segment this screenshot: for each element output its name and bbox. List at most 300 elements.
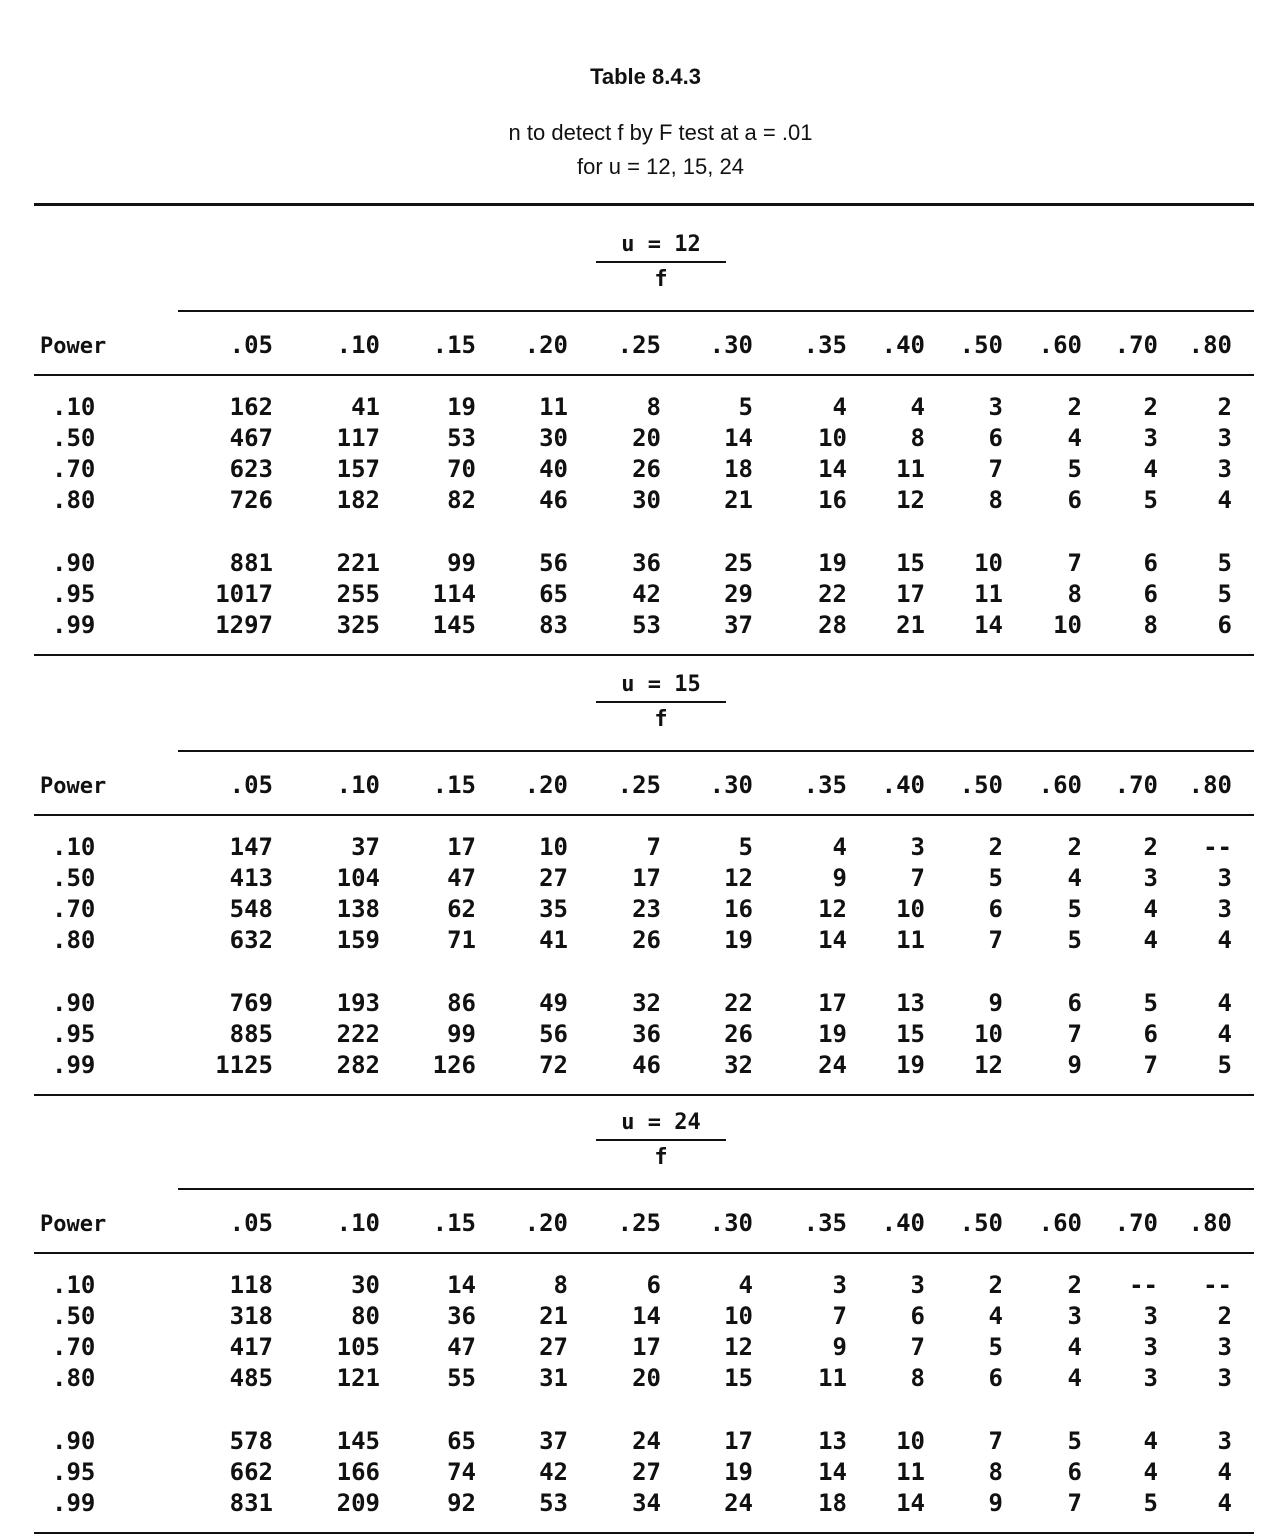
table-cell: 8	[910, 424, 925, 452]
column-header-f-15: .15	[432, 1209, 476, 1237]
table-cell: 27	[539, 864, 568, 892]
table-cell: 53	[447, 424, 476, 452]
section-u-label: u = 15	[596, 672, 726, 703]
column-header-top-rule	[178, 1188, 1254, 1190]
section-bottom-rule	[34, 654, 1254, 656]
table-cell: 3	[832, 1271, 847, 1299]
table-cell: 15	[724, 1364, 753, 1392]
table-cell: 24	[724, 1489, 753, 1517]
table-cell: 3	[1143, 1333, 1158, 1361]
table-cell: 4	[738, 1271, 753, 1299]
column-header-bottom-rule	[34, 1252, 1254, 1254]
power-column-header: Power	[40, 1212, 107, 1237]
table-cell: 5	[1143, 486, 1158, 514]
table-cell: 17	[632, 1333, 661, 1361]
table-cell: 55	[447, 1364, 476, 1392]
table-cell: 105	[336, 1333, 380, 1361]
table-cell: 5	[988, 864, 1003, 892]
table-cell: 1297	[215, 611, 273, 639]
table-cell: 42	[539, 1458, 568, 1486]
table-cell: 72	[539, 1051, 568, 1079]
table-cell: 19	[447, 393, 476, 421]
table-cell: 769	[229, 989, 273, 1017]
table-cell: 222	[336, 1020, 380, 1048]
table-cell: 126	[432, 1051, 476, 1079]
table-cell: 3	[1067, 1302, 1082, 1330]
table-subtitle-line2: for u = 12, 15, 24	[577, 154, 744, 179]
table-cell: 3	[1143, 864, 1158, 892]
column-header-f-35: .35	[803, 1209, 847, 1237]
table-cell: 99	[447, 1020, 476, 1048]
table-title: Table 8.4.3	[590, 64, 701, 89]
column-header-f-40: .40	[881, 771, 925, 799]
table-cell: 4	[1217, 989, 1232, 1017]
table-cell: 2	[1067, 1271, 1082, 1299]
table-cell: 4	[988, 1302, 1003, 1330]
table-cell: 193	[336, 989, 380, 1017]
table-cell: 46	[632, 1051, 661, 1079]
table-cell: 4	[832, 393, 847, 421]
table-cell: 13	[896, 989, 925, 1017]
table-cell: 881	[229, 549, 273, 577]
table-cell: 12	[724, 1333, 753, 1361]
table-cell: 413	[229, 864, 273, 892]
table-cell: 18	[724, 455, 753, 483]
table-cell: 26	[632, 926, 661, 954]
table-cell: 3	[910, 833, 925, 861]
table-cell: 36	[632, 549, 661, 577]
table-cell: 7	[832, 1302, 847, 1330]
power-row-label: .50	[52, 864, 96, 892]
table-cell: 3	[1217, 1333, 1232, 1361]
table-cell: 4	[1067, 424, 1082, 452]
table-cell: 1017	[215, 580, 273, 608]
table-cell: 17	[632, 864, 661, 892]
table-cell: 7	[1067, 549, 1082, 577]
table-cell: 12	[896, 486, 925, 514]
table-cell: 6	[1067, 989, 1082, 1017]
power-row-label: .80	[52, 486, 96, 514]
table-cell: 21	[724, 486, 753, 514]
table-cell: 6	[988, 1364, 1003, 1392]
power-row-label: .70	[52, 895, 96, 923]
table-cell: 6	[1143, 549, 1158, 577]
table-cell: 36	[632, 1020, 661, 1048]
table-cell: 17	[447, 833, 476, 861]
table-cell: 2	[1217, 393, 1232, 421]
section-f-label: f	[654, 1145, 668, 1170]
column-header-f-70: .70	[1114, 331, 1158, 359]
table-cell: 3	[1143, 1302, 1158, 1330]
column-header-f-50: .50	[959, 1209, 1003, 1237]
table-cell: 166	[336, 1458, 380, 1486]
table-cell: 7	[988, 455, 1003, 483]
column-header-f-05: .05	[229, 1209, 273, 1237]
table-cell: 145	[336, 1427, 380, 1455]
table-cell: 2	[1067, 393, 1082, 421]
column-header-f-10: .10	[336, 771, 380, 799]
table-cell: 11	[896, 455, 925, 483]
table-cell: 24	[632, 1427, 661, 1455]
table-cell: 104	[336, 864, 380, 892]
table-cell: 19	[724, 926, 753, 954]
table-cell: 282	[336, 1051, 380, 1079]
power-row-label: .10	[52, 393, 96, 421]
table-cell: 145	[432, 611, 476, 639]
table-cell: 70	[447, 455, 476, 483]
table-cell: 7	[988, 926, 1003, 954]
power-row-label: .95	[52, 1458, 96, 1486]
table-cell: 1125	[215, 1051, 273, 1079]
table-cell: 17	[724, 1427, 753, 1455]
table-cell: 71	[447, 926, 476, 954]
table-cell: 30	[351, 1271, 380, 1299]
table-cell: 2	[988, 833, 1003, 861]
table-cell: 11	[896, 926, 925, 954]
table-cell: 6	[646, 1271, 661, 1299]
table-cell: 24	[818, 1051, 847, 1079]
table-cell: 8	[1067, 580, 1082, 608]
section-heading	[596, 1110, 726, 1170]
table-cell: 19	[818, 549, 847, 577]
table-cell: 4	[1217, 486, 1232, 514]
table-cell: 23	[632, 895, 661, 923]
table-cell: 7	[910, 1333, 925, 1361]
table-cell: 49	[539, 989, 568, 1017]
column-header-f-05: .05	[229, 771, 273, 799]
table-cell: 14	[724, 424, 753, 452]
column-header-f-30: .30	[709, 1209, 753, 1237]
table-cell: 26	[632, 455, 661, 483]
column-header-f-15: .15	[432, 771, 476, 799]
table-cell: 4	[1217, 926, 1232, 954]
column-header-f-20: .20	[524, 331, 568, 359]
table-cell: 42	[632, 580, 661, 608]
section-bottom-rule	[34, 1094, 1254, 1096]
table-cell: 4	[1143, 1427, 1158, 1455]
table-cell: 7	[910, 864, 925, 892]
table-cell: 47	[447, 1333, 476, 1361]
table-cell: 485	[229, 1364, 273, 1392]
table-cell: 325	[336, 611, 380, 639]
table-cell: 6	[1067, 486, 1082, 514]
table-cell: 41	[351, 393, 380, 421]
table-cell: 726	[229, 486, 273, 514]
table-cell: 3	[988, 393, 1003, 421]
table-cell: 37	[351, 833, 380, 861]
table-cell: 29	[724, 580, 753, 608]
table-cell: 7	[1143, 1051, 1158, 1079]
table-cell: 2	[1143, 393, 1158, 421]
power-row-label: .95	[52, 1020, 96, 1048]
table-cell: 15	[896, 549, 925, 577]
table-cell: 53	[632, 611, 661, 639]
table-cell: 3	[1143, 424, 1158, 452]
table-cell: --	[1129, 1271, 1158, 1299]
table-cell: 3	[1143, 1364, 1158, 1392]
power-row-label: .80	[52, 1364, 96, 1392]
table-cell: 4	[1217, 1489, 1232, 1517]
column-header-f-30: .30	[709, 771, 753, 799]
table-cell: 11	[974, 580, 1003, 608]
table-cell: 3	[1217, 455, 1232, 483]
table-cell: 578	[229, 1427, 273, 1455]
table-cell: 255	[336, 580, 380, 608]
table-cell: 4	[1143, 455, 1158, 483]
column-header-f-60: .60	[1038, 331, 1082, 359]
table-cell: 6	[988, 424, 1003, 452]
table-cell: 5	[1143, 989, 1158, 1017]
power-row-label: .95	[52, 580, 96, 608]
column-header-f-50: .50	[959, 331, 1003, 359]
table-cell: 5	[1143, 1489, 1158, 1517]
table-cell: 14	[818, 455, 847, 483]
table-cell: 5	[1067, 455, 1082, 483]
table-cell: 5	[1217, 1051, 1232, 1079]
table-cell: 18	[818, 1489, 847, 1517]
table-cell: 162	[229, 393, 273, 421]
table-cell: 7	[988, 1427, 1003, 1455]
table-cell: 20	[632, 424, 661, 452]
column-header-top-rule	[178, 310, 1254, 312]
table-cell: 4	[1217, 1458, 1232, 1486]
table-cell: 28	[818, 611, 847, 639]
power-row-label: .99	[52, 1489, 96, 1517]
column-header-f-10: .10	[336, 1209, 380, 1237]
column-header-f-50: .50	[959, 771, 1003, 799]
table-cell: 4	[1067, 1364, 1082, 1392]
column-header-bottom-rule	[34, 374, 1254, 376]
table-cell: 3	[910, 1271, 925, 1299]
table-cell: 4	[1067, 864, 1082, 892]
table-cell: 9	[988, 989, 1003, 1017]
column-header-f-40: .40	[881, 331, 925, 359]
column-header-top-rule	[178, 750, 1254, 752]
column-header-f-25: .25	[617, 771, 661, 799]
table-cell: 10	[818, 424, 847, 452]
table-cell: 221	[336, 549, 380, 577]
table-cell: 10	[974, 1020, 1003, 1048]
table-cell: 6	[910, 1302, 925, 1330]
table-cell: 92	[447, 1489, 476, 1517]
table-cell: --	[1203, 833, 1232, 861]
table-cell: 32	[724, 1051, 753, 1079]
section-f-label: f	[654, 707, 668, 732]
power-column-header: Power	[40, 774, 107, 799]
table-cell: 8	[646, 393, 661, 421]
power-row-label: .90	[52, 549, 96, 577]
power-row-label: .90	[52, 989, 96, 1017]
table-cell: --	[1203, 1271, 1232, 1299]
table-cell: 8	[910, 1364, 925, 1392]
table-cell: 467	[229, 424, 273, 452]
column-header-f-05: .05	[229, 331, 273, 359]
power-row-label: .70	[52, 455, 96, 483]
table-cell: 5	[988, 1333, 1003, 1361]
table-cell: 138	[336, 895, 380, 923]
table-cell: 14	[818, 1458, 847, 1486]
table-cell: 9	[832, 864, 847, 892]
table-cell: 74	[447, 1458, 476, 1486]
table-cell: 15	[896, 1020, 925, 1048]
table-cell: 10	[896, 895, 925, 923]
table-cell: 4	[832, 833, 847, 861]
table-cell: 56	[539, 549, 568, 577]
table-cell: 2	[988, 1271, 1003, 1299]
table-cell: 8	[988, 486, 1003, 514]
table-cell: 7	[646, 833, 661, 861]
table-cell: 14	[632, 1302, 661, 1330]
table-cell: 17	[896, 580, 925, 608]
table-cell: 3	[1217, 864, 1232, 892]
table-cell: 182	[336, 486, 380, 514]
table-cell: 8	[553, 1271, 568, 1299]
table-cell: 22	[818, 580, 847, 608]
power-row-label: .99	[52, 611, 96, 639]
table-cell: 53	[539, 1489, 568, 1517]
table-cell: 14	[974, 611, 1003, 639]
table-cell: 21	[896, 611, 925, 639]
section-f-label: f	[654, 267, 668, 292]
table-cell: 10	[974, 549, 1003, 577]
table-cell: 5	[1067, 895, 1082, 923]
table-cell: 26	[724, 1020, 753, 1048]
power-row-label: .90	[52, 1427, 96, 1455]
table-cell: 30	[632, 486, 661, 514]
table-cell: 20	[632, 1364, 661, 1392]
table-cell: 13	[818, 1427, 847, 1455]
table-cell: 9	[988, 1489, 1003, 1517]
column-header-f-35: .35	[803, 771, 847, 799]
table-cell: 3	[1217, 1364, 1232, 1392]
table-cell: 31	[539, 1364, 568, 1392]
table-cell: 6	[1217, 611, 1232, 639]
table-cell: 9	[1067, 1051, 1082, 1079]
table-cell: 147	[229, 833, 273, 861]
table-cell: 11	[818, 1364, 847, 1392]
table-cell: 5	[1217, 549, 1232, 577]
table-cell: 318	[229, 1302, 273, 1330]
table-cell: 27	[539, 1333, 568, 1361]
power-row-label: .50	[52, 424, 96, 452]
table-cell: 121	[336, 1364, 380, 1392]
table-cell: 5	[738, 833, 753, 861]
table-cell: 62	[447, 895, 476, 923]
column-header-f-80: .80	[1188, 331, 1232, 359]
table-cell: 662	[229, 1458, 273, 1486]
table-cell: 4	[1143, 1458, 1158, 1486]
table-cell: 83	[539, 611, 568, 639]
table-cell: 6	[988, 895, 1003, 923]
table-cell: 14	[447, 1271, 476, 1299]
column-header-f-60: .60	[1038, 1209, 1082, 1237]
table-cell: 417	[229, 1333, 273, 1361]
table-cell: 19	[724, 1458, 753, 1486]
power-row-label: .10	[52, 833, 96, 861]
column-header-f-35: .35	[803, 331, 847, 359]
table-cell: 885	[229, 1020, 273, 1048]
table-cell: 32	[632, 989, 661, 1017]
table-cell: 36	[447, 1302, 476, 1330]
column-header-f-40: .40	[881, 1209, 925, 1237]
table-cell: 86	[447, 989, 476, 1017]
table-cell: 80	[351, 1302, 380, 1330]
section-heading	[596, 232, 726, 292]
table-cell: 632	[229, 926, 273, 954]
table-cell: 56	[539, 1020, 568, 1048]
section-u-label: u = 24	[596, 1110, 726, 1141]
table-cell: 8	[1143, 611, 1158, 639]
table-cell: 19	[818, 1020, 847, 1048]
section-u-label: u = 12	[596, 232, 726, 263]
section-heading	[596, 672, 726, 732]
table-cell: 14	[896, 1489, 925, 1517]
table-cell: 11	[896, 1458, 925, 1486]
table-cell: 4	[910, 393, 925, 421]
table-cell: 41	[539, 926, 568, 954]
table-cell: 40	[539, 455, 568, 483]
table-cell: 37	[539, 1427, 568, 1455]
table-cell: 16	[724, 895, 753, 923]
power-row-label: .99	[52, 1051, 96, 1079]
table-cell: 2	[1143, 833, 1158, 861]
table-cell: 3	[1217, 895, 1232, 923]
table-cell: 25	[724, 549, 753, 577]
table-cell: 3	[1217, 424, 1232, 452]
table-cell: 10	[896, 1427, 925, 1455]
table-cell: 10	[539, 833, 568, 861]
power-row-label: .50	[52, 1302, 96, 1330]
table-cell: 6	[1067, 1458, 1082, 1486]
column-header-f-80: .80	[1188, 771, 1232, 799]
column-header-f-25: .25	[617, 331, 661, 359]
table-cell: 118	[229, 1271, 273, 1299]
table-subtitle-line1: n to detect f by F test at a = .01	[508, 120, 813, 145]
table-cell: 159	[336, 926, 380, 954]
table-cell: 34	[632, 1489, 661, 1517]
table-cell: 548	[229, 895, 273, 923]
table-cell: 5	[1217, 580, 1232, 608]
table-cell: 12	[724, 864, 753, 892]
column-header-f-70: .70	[1114, 771, 1158, 799]
table-cell: 11	[539, 393, 568, 421]
table-cell: 16	[818, 486, 847, 514]
table-cell: 22	[724, 989, 753, 1017]
table-cell: 5	[738, 393, 753, 421]
table-cell: 82	[447, 486, 476, 514]
table-cell: 209	[336, 1489, 380, 1517]
table-cell: 19	[896, 1051, 925, 1079]
table-cell: 623	[229, 455, 273, 483]
table-cell: 47	[447, 864, 476, 892]
table-cell: 37	[724, 611, 753, 639]
table-cell: 4	[1143, 926, 1158, 954]
table-cell: 65	[447, 1427, 476, 1455]
table-cell: 12	[974, 1051, 1003, 1079]
table-cell: 10	[1053, 611, 1082, 639]
table-cell: 4	[1217, 1020, 1232, 1048]
table-cell: 4	[1143, 895, 1158, 923]
column-header-f-60: .60	[1038, 771, 1082, 799]
column-header-f-70: .70	[1114, 1209, 1158, 1237]
table-cell: 27	[632, 1458, 661, 1486]
table-cell: 2	[1217, 1302, 1232, 1330]
table-cell: 6	[1143, 1020, 1158, 1048]
table-cell: 65	[539, 580, 568, 608]
table-cell: 21	[539, 1302, 568, 1330]
table-cell: 8	[988, 1458, 1003, 1486]
column-header-f-25: .25	[617, 1209, 661, 1237]
